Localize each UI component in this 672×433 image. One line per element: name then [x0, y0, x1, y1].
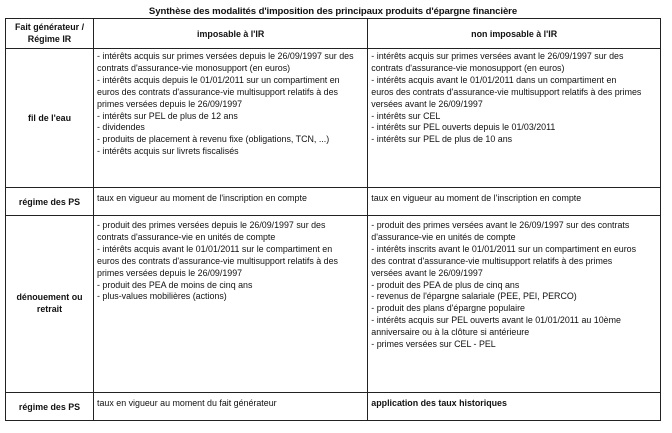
- cell-line: taux en vigueur au moment du fait générateur: [97, 398, 277, 408]
- cell-line: taux en vigueur au moment de l'inscription en compte: [97, 193, 307, 203]
- cell-denouement-imposable: [94, 216, 368, 393]
- cell-line: - produit des PEA de moins de cinq ans: [97, 279, 253, 290]
- cell-denouement-non-imposable: [368, 216, 661, 393]
- cell-line: contrats d'assurance-vie monosupport (en euros): [97, 62, 291, 73]
- cell-line: - intérêts sur PEL de plus de 10 ans: [371, 134, 513, 145]
- row-label-denouement: [6, 216, 94, 393]
- document-title: Synthèse des modalités d'imposition des principaux produits d'épargne financière: [148, 6, 518, 17]
- cell-line: taux en vigueur au moment de l'inscription en compte: [371, 193, 582, 203]
- cell-line: - produits de placement à revenu fixe (obligations, TCN, ...): [97, 134, 330, 145]
- cell-fil-non-imposable: [368, 49, 661, 188]
- cell-line: euros des contrats d'assurance-vie multisupport relatifs à des: [97, 86, 338, 97]
- cell-line: des contrat d'assurance-vie multisupport relatifs à des primes: [371, 255, 613, 266]
- cell-line: - intérêts sur PEL ouverts depuis le 01/03/2011: [371, 122, 556, 133]
- cell-ps-imposable: [94, 188, 368, 216]
- cell-line: - intérêts sur CEL: [371, 110, 441, 121]
- header-fait-generateur: [6, 19, 94, 49]
- cell-line: application des taux historiques: [371, 398, 507, 408]
- cell-line: - plus-values mobilières (actions): [97, 291, 227, 302]
- cell-line: - revenus de l'épargne salariale (PEE, PEI, PERCO): [371, 291, 577, 302]
- cell-line: primes versées depuis le 26/09/1997: [97, 267, 243, 278]
- table-header-row: [6, 19, 661, 49]
- cell-line: - intérêts acquis sur livrets fiscalisés: [97, 146, 239, 157]
- cell-ps2-non-imposable: [368, 393, 661, 421]
- cell-line: - intérêts inscrits avant le 01/01/2011 sur un compartiment en euros: [371, 243, 637, 254]
- document: [5, 5, 661, 421]
- table-row: [6, 188, 661, 216]
- cell-line: - produit des primes versées depuis le 26/09/1997 sur des: [97, 220, 326, 230]
- cell-line: - intérêts sur PEL de plus de 12 ans: [97, 110, 238, 121]
- cell-line: - intérêts acquis depuis le 01/01/2011 sur un compartiment en: [97, 74, 340, 85]
- header-col0-line1: Fait générateur /: [14, 21, 85, 32]
- cell-line: - produit des primes versées avant le 26/09/1997 sur des contrats: [371, 220, 630, 230]
- taxation-table: [5, 18, 661, 421]
- cell-line: - intérêts acquis sur primes versées avant le 26/09/1997 sur des: [371, 51, 624, 61]
- cell-line: primes versées depuis le 26/09/1997: [97, 98, 243, 109]
- cell-line: - produit des plans d'épargne populaire: [371, 303, 525, 314]
- row-label-regime-ps-2: régime des PS: [6, 393, 94, 421]
- row-label-denouement-line1: dénouement ou: [16, 292, 83, 303]
- header-non-imposable: non imposable à l'IR: [368, 19, 661, 49]
- cell-line: versées avant le 26/09/1997: [371, 98, 483, 109]
- cell-line: - produit des PEA de plus de cinq ans: [371, 279, 520, 290]
- row-label-denouement-line2: retrait: [36, 304, 63, 314]
- cell-line: - intérêts acquis avant le 01/01/2011 dans un compartiment en: [371, 74, 617, 85]
- cell-line: - dividendes: [97, 122, 145, 133]
- cell-line: versées avant le 26/09/1997: [371, 267, 483, 278]
- cell-line: - intérêts acquis sur PEL ouverts avant le 01/01/2011 au 10ème: [371, 315, 621, 326]
- table-row: [6, 49, 661, 188]
- cell-line: euros des contrats d'assurance-vie multisupport relatifs à des: [97, 255, 338, 266]
- cell-line: contrats d'assurance-vie en unités de compte: [97, 231, 276, 242]
- row-label-regime-ps: régime des PS: [6, 188, 94, 216]
- header-col0-line2: Régime IR: [27, 33, 72, 44]
- row-label-fil-de-l-eau: fil de l'eau: [6, 49, 94, 188]
- cell-line: anniversaire ou à la clôture si antérieure: [371, 327, 530, 338]
- table-row: [6, 216, 661, 393]
- cell-ps-non-imposable: [368, 188, 661, 216]
- cell-line: - intérêts acquis avant le 01/01/2011 sur le compartiment en: [97, 243, 333, 254]
- cell-line: contrats d'assurance-vie monosupport (en euros): [371, 62, 565, 73]
- cell-ps2-imposable: [94, 393, 368, 421]
- cell-line: euros des contrats d'assurance-vie multisupport relatifs à des primes: [371, 86, 642, 97]
- cell-fil-imposable: [94, 49, 368, 188]
- cell-line: - intérêts acquis sur primes versées depuis le 26/09/1997 sur des: [97, 51, 354, 61]
- header-imposable: imposable à l'IR: [94, 19, 368, 49]
- cell-line: - primes versées sur CEL - PEL: [371, 339, 496, 350]
- cell-line: d'assurance-vie en unités de compte: [371, 231, 516, 242]
- table-row: [6, 393, 661, 421]
